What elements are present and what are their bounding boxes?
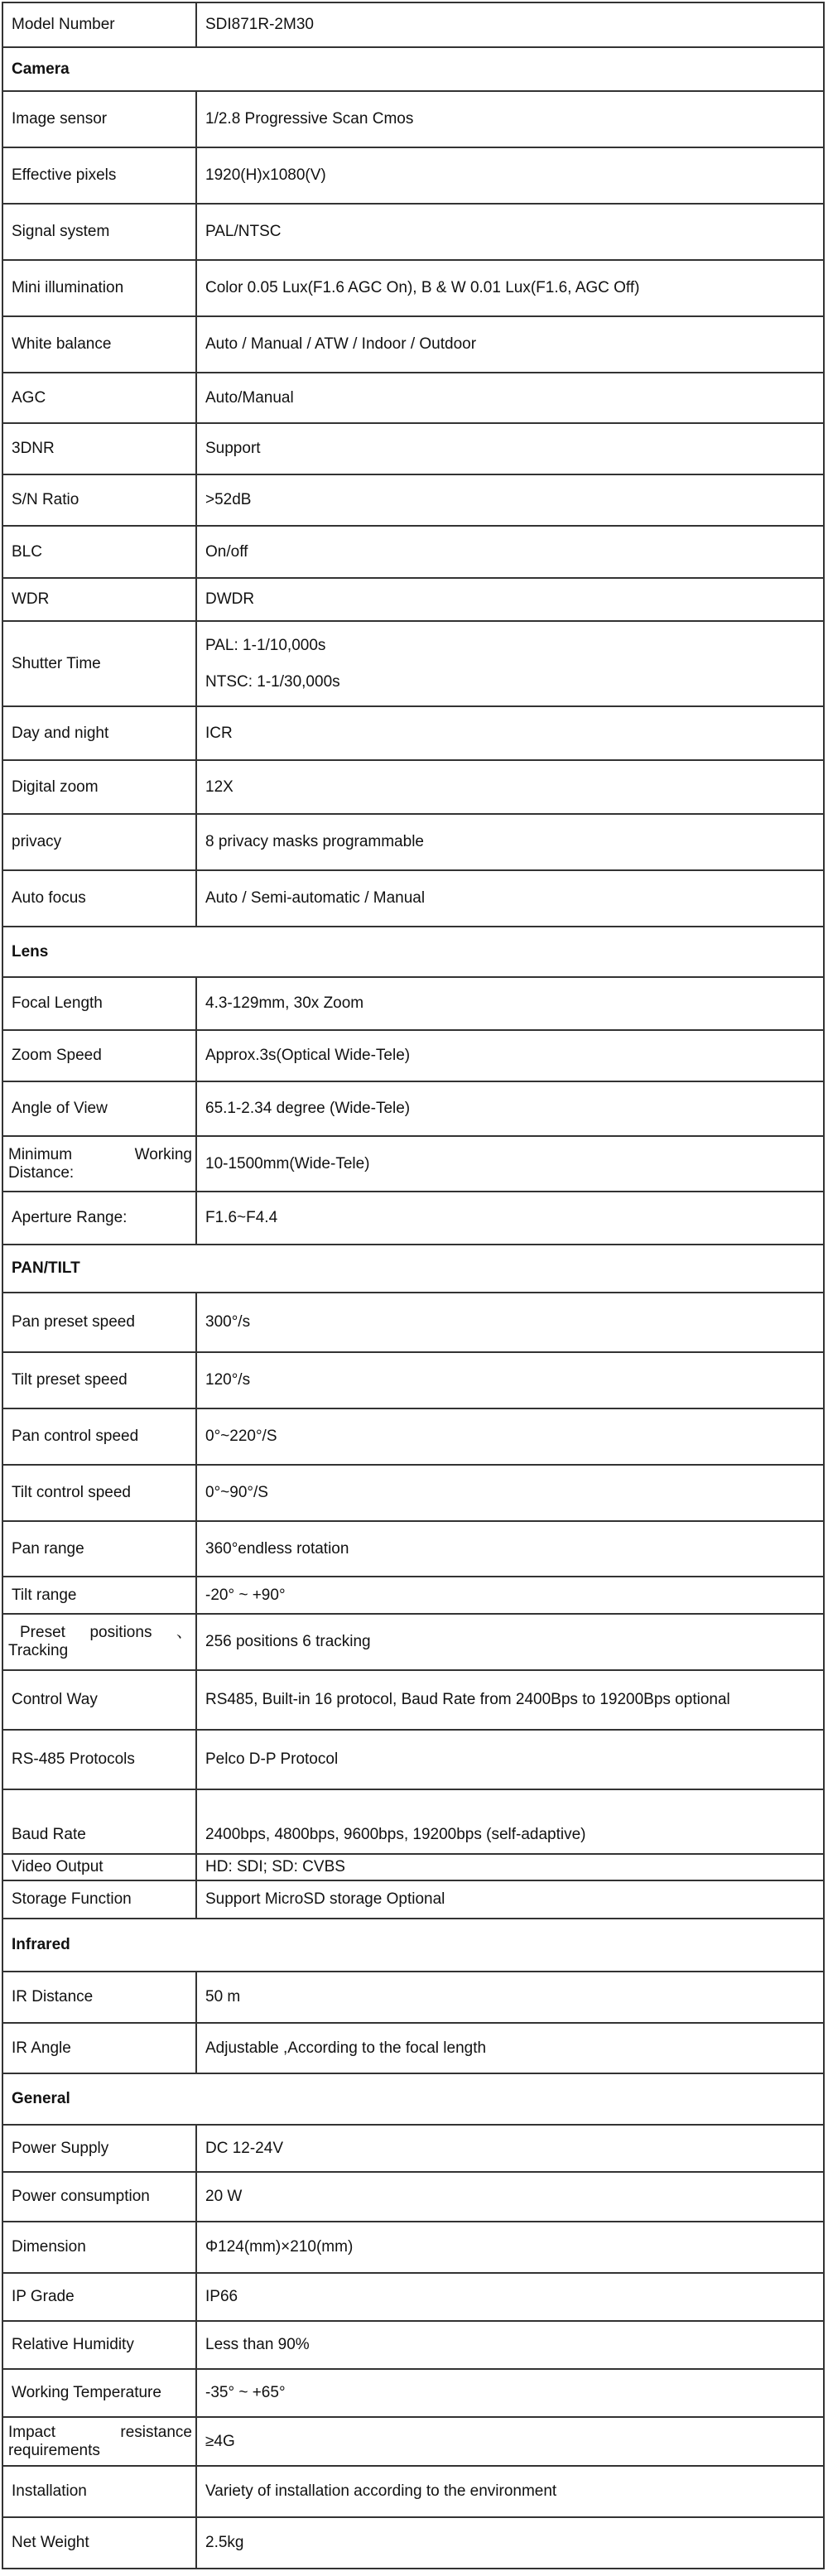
- row-label-line: Preset positions 、: [20, 1624, 192, 1641]
- row-value: 2400bps, 4800bps, 9600bps, 19200bps (self-adaptive): [196, 1789, 824, 1854]
- row-value: DC 12-24V: [196, 2125, 824, 2172]
- row-label: Effective pixels: [2, 147, 196, 204]
- row-value: DWDR: [196, 578, 824, 621]
- table-row: [2, 870, 824, 927]
- table-row: [2, 316, 824, 373]
- row-label: privacy: [2, 814, 196, 870]
- row-label: Focal Length: [2, 977, 196, 1030]
- table-row: [2, 1293, 824, 1352]
- table-row: [2, 526, 824, 578]
- table-row: [2, 2321, 824, 2369]
- row-value: 256 positions 6 tracking: [196, 1614, 824, 1670]
- row-value: On/off: [196, 526, 824, 578]
- row-value: Color 0.05 Lux(F1.6 AGC On), B & W 0.01 Lux(F1.6, AGC Off): [196, 260, 824, 316]
- row-label: Working Temperature: [2, 2369, 196, 2417]
- row-label: Power consumption: [2, 2172, 196, 2222]
- row-label: [2, 2417, 196, 2466]
- row-label: Shutter Time: [2, 621, 196, 706]
- row-value: 2.5kg: [196, 2517, 824, 2569]
- row-label: Net Weight: [2, 2517, 196, 2569]
- row-value: 50 m: [196, 1972, 824, 2023]
- section-row: [2, 927, 824, 977]
- table-row: [2, 1136, 824, 1192]
- row-label: Mini illumination: [2, 260, 196, 316]
- row-value: Φ124(mm)×210(mm): [196, 2222, 824, 2273]
- table-row: [2, 1614, 824, 1670]
- row-label: Storage Function: [2, 1880, 196, 1919]
- table-row: [2, 1521, 824, 1577]
- table-row: [2, 1192, 824, 1245]
- row-label: Image sensor: [2, 91, 196, 147]
- row-label-line: Tracking: [8, 1642, 69, 1659]
- row-label: Day and night: [2, 706, 196, 760]
- table-row: [2, 1352, 824, 1408]
- row-value: 12X: [196, 760, 824, 814]
- row-label: Dimension: [2, 2222, 196, 2273]
- table-row: [2, 1880, 824, 1919]
- row-label: Pan range: [2, 1521, 196, 1577]
- table-row: [2, 1670, 824, 1730]
- row-value: Pelco D-P Protocol: [196, 1730, 824, 1789]
- row-value-line: NTSC: 1-1/30,000s: [205, 672, 340, 691]
- spec-table: [2, 2, 825, 2569]
- row-value: Adjustable ,According to the focal length: [196, 2023, 824, 2073]
- row-value: >52dB: [196, 474, 824, 526]
- table-row: [2, 2517, 824, 2569]
- row-label: Video Output: [2, 1854, 196, 1880]
- table-row: [2, 977, 824, 1030]
- row-value: 300°/s: [196, 1293, 824, 1352]
- table-row: [2, 1854, 824, 1880]
- row-value-line: PAL: 1-1/10,000s: [205, 636, 326, 654]
- row-label-line: Minimum Working: [8, 1145, 192, 1163]
- row-label: IP Grade: [2, 2273, 196, 2321]
- row-label: AGC: [2, 373, 196, 423]
- row-value: 65.1-2.34 degree (Wide-Tele): [196, 1081, 824, 1136]
- row-value: 20 W: [196, 2172, 824, 2222]
- table-row: [2, 2125, 824, 2172]
- table-row: [2, 1081, 824, 1136]
- section-row: [2, 1245, 824, 1293]
- table-row: [2, 1030, 824, 1081]
- table-row: [2, 147, 824, 204]
- row-label: 3DNR: [2, 423, 196, 474]
- section-title-pantilt: PAN/TILT: [2, 1245, 824, 1293]
- row-label: Model Number: [2, 2, 196, 47]
- row-label: Installation: [2, 2466, 196, 2517]
- row-label-line: requirements: [8, 2441, 100, 2459]
- section-title-lens: Lens: [2, 927, 824, 977]
- row-label: IR Distance: [2, 1972, 196, 2023]
- table-row: [2, 2222, 824, 2273]
- row-value: Approx.3s(Optical Wide-Tele): [196, 1030, 824, 1081]
- row-label-line: Impact resistance: [8, 2423, 192, 2441]
- row-label: Signal system: [2, 204, 196, 260]
- table-row: [2, 373, 824, 423]
- row-label: Auto focus: [2, 870, 196, 927]
- row-label: [2, 1136, 196, 1192]
- table-row: [2, 2273, 824, 2321]
- row-label: Power Supply: [2, 2125, 196, 2172]
- row-value: -35° ~ +65°: [196, 2369, 824, 2417]
- row-label: Pan control speed: [2, 1408, 196, 1465]
- row-value: [196, 621, 824, 706]
- section-row: [2, 2073, 824, 2125]
- section-title-general: General: [2, 2073, 824, 2125]
- row-label: Control Way: [2, 1670, 196, 1730]
- table-row: [2, 1577, 824, 1614]
- table-row: [2, 1408, 824, 1465]
- table-row: [2, 578, 824, 621]
- row-value: RS485, Built-in 16 protocol, Baud Rate from 2400Bps to 19200Bps optional: [196, 1670, 824, 1730]
- row-label: White balance: [2, 316, 196, 373]
- row-label: RS-485 Protocols: [2, 1730, 196, 1789]
- table-row: [2, 204, 824, 260]
- row-label: Aperture Range:: [2, 1192, 196, 1245]
- row-value: 360°endless rotation: [196, 1521, 824, 1577]
- row-value: 8 privacy masks programmable: [196, 814, 824, 870]
- row-label: S/N Ratio: [2, 474, 196, 526]
- row-value: 1/2.8 Progressive Scan Cmos: [196, 91, 824, 147]
- section-title-infrared: Infrared: [2, 1919, 824, 1972]
- table-row: [2, 474, 824, 526]
- row-value: Less than 90%: [196, 2321, 824, 2369]
- table-row: [2, 1972, 824, 2023]
- table-row: [2, 1465, 824, 1521]
- row-value: ICR: [196, 706, 824, 760]
- row-value: 10-1500mm(Wide-Tele): [196, 1136, 824, 1192]
- row-label: Tilt range: [2, 1577, 196, 1614]
- row-label: Tilt control speed: [2, 1465, 196, 1521]
- row-value: ≥4G: [196, 2417, 824, 2466]
- row-value: 4.3-129mm, 30x Zoom: [196, 977, 824, 1030]
- row-value: Support: [196, 423, 824, 474]
- table-row: [2, 2, 824, 47]
- table-row: [2, 2417, 824, 2466]
- row-label: BLC: [2, 526, 196, 578]
- table-row: [2, 2369, 824, 2417]
- table-row: [2, 814, 824, 870]
- row-label: Angle of View: [2, 1081, 196, 1136]
- spec-sheet: [2, 2, 825, 2569]
- row-label: Baud Rate: [2, 1789, 196, 1854]
- row-value: Auto / Manual / ATW / Indoor / Outdoor: [196, 316, 824, 373]
- table-row: [2, 1730, 824, 1789]
- row-value: F1.6~F4.4: [196, 1192, 824, 1245]
- table-row: [2, 1789, 824, 1854]
- row-value: Auto/Manual: [196, 373, 824, 423]
- row-value: Support MicroSD storage Optional: [196, 1880, 824, 1919]
- row-value: Variety of installation according to the environment: [196, 2466, 824, 2517]
- row-label-line: Distance:: [8, 1163, 75, 1182]
- section-row: [2, 47, 824, 91]
- row-value: IP66: [196, 2273, 824, 2321]
- table-row: [2, 2023, 824, 2073]
- table-row: [2, 706, 824, 760]
- row-value: PAL/NTSC: [196, 204, 824, 260]
- table-row: [2, 621, 824, 706]
- table-row: [2, 423, 824, 474]
- row-value: Auto / Semi-automatic / Manual: [196, 870, 824, 927]
- row-label: Digital zoom: [2, 760, 196, 814]
- row-label: Zoom Speed: [2, 1030, 196, 1081]
- row-label: Tilt preset speed: [2, 1352, 196, 1408]
- row-label: IR Angle: [2, 2023, 196, 2073]
- row-value: 0°~90°/S: [196, 1465, 824, 1521]
- row-label: Pan preset speed: [2, 1293, 196, 1352]
- row-value: 1920(H)x1080(V): [196, 147, 824, 204]
- row-value: 120°/s: [196, 1352, 824, 1408]
- row-label: Relative Humidity: [2, 2321, 196, 2369]
- table-row: [2, 760, 824, 814]
- section-row: [2, 1919, 824, 1972]
- row-label: [2, 1614, 196, 1670]
- row-value: 0°~220°/S: [196, 1408, 824, 1465]
- row-value: -20° ~ +90°: [196, 1577, 824, 1614]
- row-label: WDR: [2, 578, 196, 621]
- row-value: SDI871R-2M30: [196, 2, 824, 47]
- table-row: [2, 2466, 824, 2517]
- table-row: [2, 2172, 824, 2222]
- table-row: [2, 260, 824, 316]
- section-title-camera: Camera: [2, 47, 824, 91]
- row-value: HD: SDI; SD: CVBS: [196, 1854, 824, 1880]
- table-row: [2, 91, 824, 147]
